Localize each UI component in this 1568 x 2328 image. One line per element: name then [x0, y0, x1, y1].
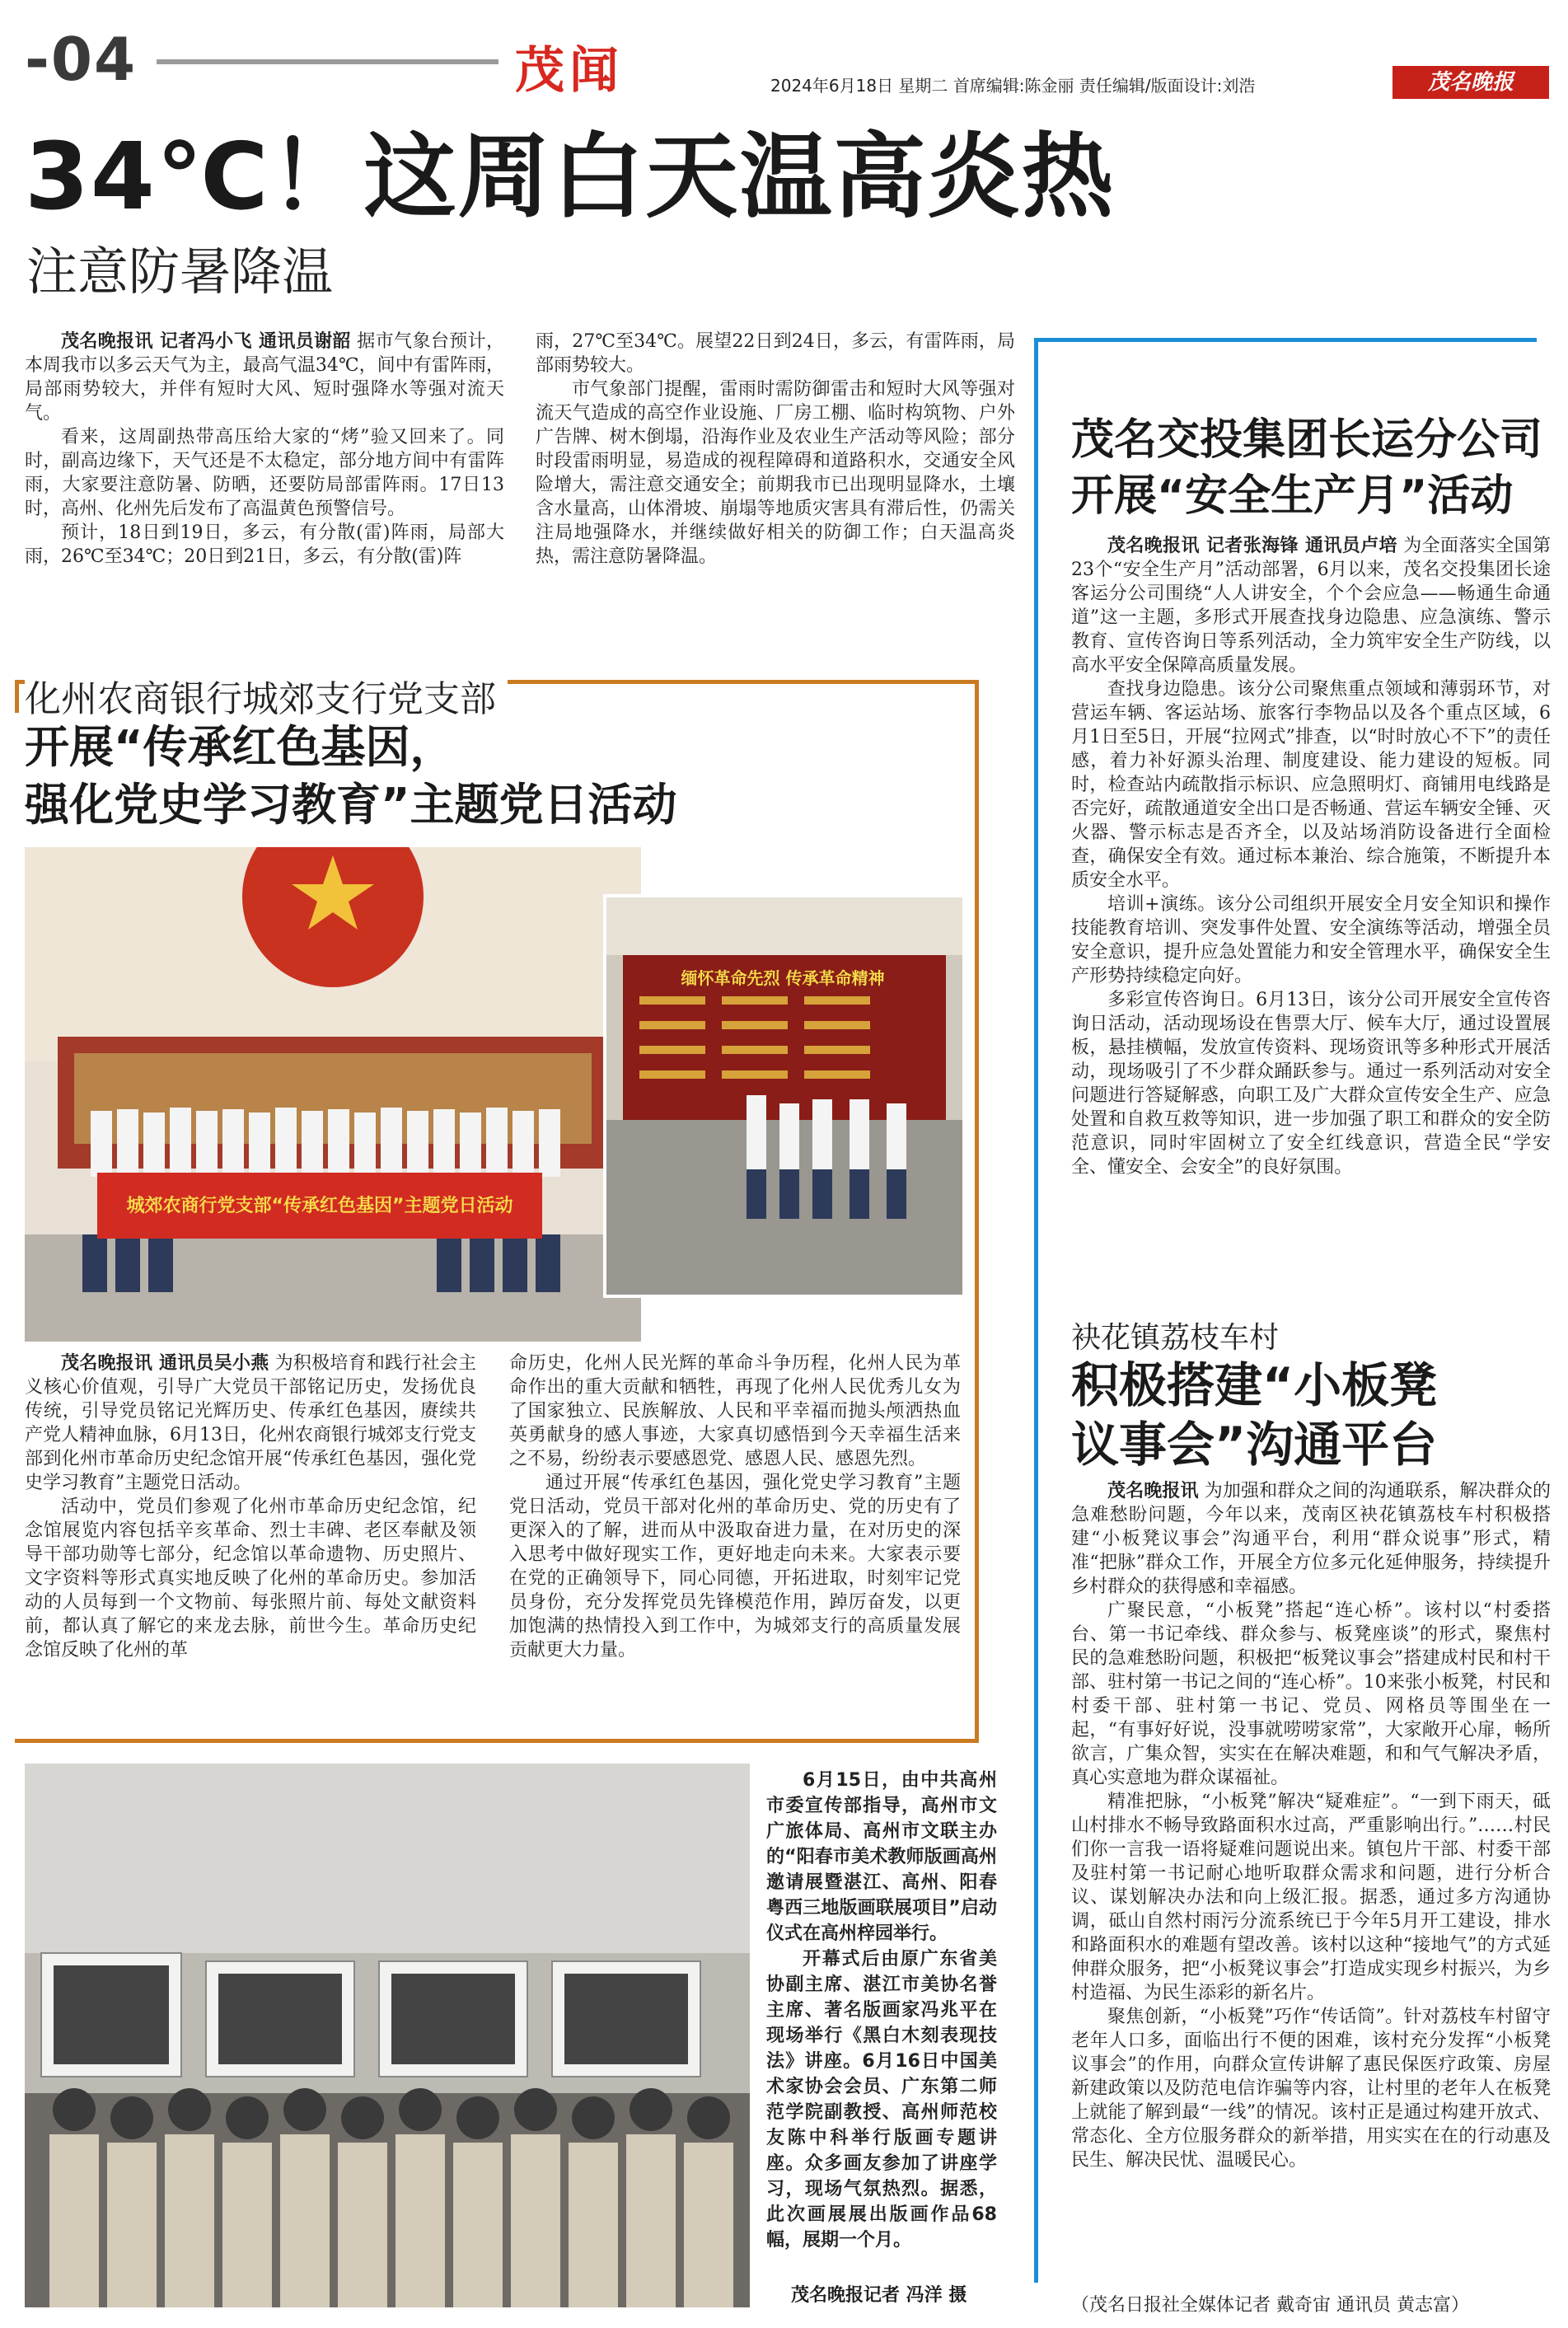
transport-p4: 多彩宣传咨询日。6月13日，该分公司开展安全宣传咨询日活动，活动现场设在售票大厅、候车大厅，通过设置展板，悬挂横幅，发放宣传资料、现场资讯等多种形式开展活动，现场吸引了不少群众踊跃参与。通过一系列活动对安全问题进行答疑解惑，向职工及广大群众宣传安全生产、应急处置和自救互救等知识，进一步加强了职工和群众的安全防范意识，同时牢固树立了安全红线意识，营造全民“学安全、懂安全、会安全”的良好氛围。: [1071, 990, 1551, 1178]
bench-body: [1071, 1479, 1551, 2172]
lead-col-2: [536, 330, 1015, 569]
transport-title-line1: 茂名交投集团长运分公司: [1071, 415, 1543, 465]
right-column-rule: [1034, 338, 1537, 342]
party-museum-photo: [603, 894, 966, 1298]
party-p3: 命历史，化州人民光辉的革命斗争历程，化州人民为革命作出的重大贡献和牺牲，再现了化州人民优秀儿女为了国家独立、民族解放、人民和平幸福而抛头颅洒热血英勇献身的感人事迹，大家真切感悟到今天幸福生活来之不易，纷纷表示要感恩党、感恩人民、感恩先烈。: [509, 1353, 961, 1469]
header-rule: [157, 59, 498, 64]
bench-credit: （茂名日报社全媒体记者 戴奇宙 通讯员 黄志富）: [1071, 2295, 1469, 2316]
transport-p2: 查找身边隐患。该分公司聚焦重点领域和薄弱环节，对营运车辆、客运站场、旅客行李物品以及各个重点区域，6月1日至5日，开展“拉网式”排查，以“时时放心不下”的责任感，着力补好源头治理、制度建设、能力建设的短板。同时，检查站内疏散指示标识、应急照明灯、商铺用电线路是否完好，疏散通道安全出口是否畅通、营运车辆安全锤、灭火器、警示标志是否齐全，以及站场消防设备进行全面检查，确保安全有效。通过标本兼治、综合施策，不断提升本质安全水平。: [1071, 679, 1551, 891]
transport-p1: 茂名晚报讯 记者张海锋 通讯员卢培 为全面落实全国第23个“安全生产月”活动部署，6月以来，茂名交投集团长途客运分公司围绕“人人讲安全，个个会应急——畅通生命通道”这一主题，多形式开展查找身边隐患、应急演练、警示教育、宣传咨询日等系列活动，全力筑牢安全生产防线，以高水平安全保障高质量发展。: [1071, 536, 1551, 676]
lead-p3: 预计，18日到19日，多云，有分散(雷)阵雨，局部大雨，26℃至34℃；20日到21日，多云，有分散(雷)阵: [25, 522, 504, 567]
right-column-rule-vertical: [1034, 338, 1038, 2283]
transport-p3: 培训+演练。该分公司组织开展安全月安全知识和操作技能教育培训、突发事件处置、安全演练等活动，增强全员安全意识，提升应急处置能力和安全管理水平，确保安全生产形势持续稳定向好。: [1071, 894, 1551, 986]
party-banner-text: 城郊农商行党支部“传承红色基因”主题党日活动: [126, 1196, 513, 1216]
party-col-2: [509, 1351, 961, 1662]
party-group-photo: [25, 847, 641, 1342]
party-p2: 活动中，党员们参观了化州市革命历史纪念馆，纪念馆展览内容包括辛亥革命、烈士丰碑、老区奉献及领导干部功勋等七部分，纪念馆以革命遗物、历史照片、文字资料等形式真实地反映了化州的革命历史。参加活动的人员每到一个文物前、每张照片前、每处文献资料前，都认真了解它的来龙去脉，前世今生。革命历史纪念馆反映了化州的革: [25, 1497, 476, 1661]
party-p1: 茂名晚报讯 通讯员吴小燕 为积极培育和践行社会主义核心价值观，引导广大党员干部铭记历史，发扬优良传统，引导党员铭记光辉历史、传承红色基因，赓续共产党人精神血脉，6月13日，化州农商银行城郊支行党支部到化州市革命历史纪念馆开展“传承红色基因，强化党史学习教育”主题党日活动。: [25, 1353, 476, 1493]
museum-sign-text: 缅怀革命先烈 传承革命精神: [681, 968, 885, 988]
party-title-line1: 开展“传承红色基因，: [25, 721, 455, 773]
bench-title: [1071, 1356, 1437, 1474]
lead-p4: 雨，27℃至34℃。展望22日到24日，多云，有雷阵雨，局部雨势较大。: [536, 331, 1015, 376]
party-col-1: [25, 1351, 476, 1662]
lead-p2: 看来，这周副热带高压给大家的“烤”验又回来了。同时，副高边缘下，天气还是不太稳定，部分地方间中有雷阵雨，大家要注意防暑、防晒，还要防局部雷阵雨。17日13时，高州、化州先后发布了高温黄色预警信号。: [25, 427, 504, 519]
party-p4: 通过开展“传承红色基因，强化党史学习教育”主题党日活动，党员干部对化州的革命历史、党的历史有了更深入的了解，进而从中汲取奋进力量，在对历史的深入思考中做好现实工作，更好地走向未来。大家表示要在党的正确领导下，同心同德，开拓进取，时刻牢记党员身份，充分发挥党员先锋模范作用，踔厉奋发，以更加饱满的热情投入到工作中，为城郊支行的高质量发展贡献更大力量。: [509, 1473, 961, 1661]
header-meta: 2024年6月18日 星期二 首席编辑:陈金丽 责任编辑/版面设计:刘浩: [770, 76, 1256, 96]
lead-p1: 茂名晚报讯 记者冯小飞 通讯员谢韶 据市气象台预计，本周我市以多云天气为主，最高气温34℃，间中有雷阵雨，局部雨势较大，并伴有短时大风、短时强降水等强对流天气。: [25, 331, 504, 424]
bench-title-line2: 议事会”沟通平台: [1071, 1417, 1438, 1473]
lead-p5: 市气象部门提醒，雷雨时需防御雷击和短时大风等强对流天气造成的高空作业设施、厂房工棚、临时构筑物、户外广告牌、树木倒塌，沿海作业及农业生产活动等风险；部分时段雷雨明显，易造成的视程障碍和道路积水，交通安全风险增大，需注意交通安全；前期我市已出现明显降水，土壤含水量高，山体滑坡、崩塌等地质灾害具有滞后性，仍需关注局地强降水，并继续做好相关的防御工作；白天温高炎热，需注意防暑降温。: [536, 379, 1015, 567]
party-kicker: 化州农商银行城郊支行党支部: [25, 669, 508, 722]
transport-title-line2: 开展“安全生产月”活动: [1071, 471, 1514, 521]
party-title-line2: 强化党史学习教育”主题党日活动: [25, 779, 677, 831]
bench-p1: 茂名晚报讯 为加强和群众之间的沟通联系，解决群众的急难愁盼问题，今年以来，茂南区袂花镇荔枝车村积极搭建“小板凳议事会”沟通平台，利用“群众说事”形式，精准“把脉”群众工作，开展全方位多元化延伸服务，持续提升乡村群众的获得感和幸福感。: [1071, 1481, 1551, 1597]
lead-subhead: 注意防暑降温: [26, 241, 334, 302]
exhibition-caption: [766, 1768, 997, 2253]
transport-body: [1071, 534, 1551, 1179]
page-number: -04: [25, 25, 138, 94]
exhibition-photo: [25, 1764, 750, 2307]
exhibition-p2: 开幕式后由原广东省美协副主席、湛江市美协名誉主席、著名版画家冯兆平在现场举行《黑白木刻表现技法》讲座。6月16日中国美术家协会会员、广东第二师范学院副教授、高州师范校友陈中科举行版画专题讲座。众多画友参加了讲座学习，现场气氛热烈。据悉，此次画展展出版画作品68幅，展期一个月。: [766, 1949, 997, 2251]
bench-p3: 精准把脉，“小板凳”解决“疑难症”。“一到下雨天，砥山村排水不畅导致路面积水过高，严重影响出行。”……村民们你一言我一语将疑难问题说出来。镇包片干部、村委干部及驻村第一书记耐心地听取群众需求和问题，进行分析合议、谋划解决办法和向上级汇报。据悉，通过多方沟通协调，砥山自然村雨污分流系统已于今年5月开工建设，排水和路面积水的难题有望改善。该村以这种“接地气”的方式延伸群众服务，把“小板凳议事会”打造成实现乡村振兴，为乡村造福、为民生添彩的新名片。: [1071, 1792, 1551, 2003]
exhibition-p1: 6月15日，由中共高州市委宣传部指导，高州市文广旅体局、高州市文联主办的“阳春市美术教师版画高州邀请展暨湛江、高州、阳春粤西三地版画联展项目”启动仪式在高州梓园举行。: [766, 1770, 997, 1944]
lead-headline: 34℃！这周白天温高炎热: [25, 124, 1116, 231]
lead-col-1: [25, 330, 504, 569]
bench-kicker: 袂花镇荔枝车村: [1071, 1321, 1280, 1355]
party-frame-corner: [15, 680, 19, 713]
bench-p2: 广聚民意，“小板凳”搭起“连心桥”。该村以“村委搭台、第一书记牵线、群众参与、板凳座谈”的形式，聚焦村民的急难愁盼问题，积极把“板凳议事会”搭建成村民和村干部、驻村第一书记之间的“连心桥”。10来张小板凳，村民和村委干部、驻村第一书记、党员、网格员等围坐在一起，“有事好好说，没事就唠唠家常”，大家敞开心扉，畅所欲言，广集众智，实实在在解决难题，和和气气解决矛盾，真心实意地为群众谋福祉。: [1071, 1600, 1551, 1788]
party-title: [25, 719, 677, 834]
masthead-logo: 茂名晚报: [1392, 66, 1549, 99]
section-name: 茂闻: [515, 42, 624, 100]
transport-title: [1071, 412, 1542, 524]
bench-p4: 聚焦创新，“小板凳”巧作“传话筒”。针对荔枝车村留守老年人口多，面临出行不便的困难，该村充分发挥“小板凳议事会”的作用，向群众宣传讲解了惠民保医疗政策、房屋新建政策以及防范电信诈骗等内容，让村里的老年人在板凳上就能了解到最“一线”的情况。该村正是通过构建开放式、常态化、全方位服务群众的新举措，用实实在在的行动惠及民生、解决民忧、温暖民心。: [1071, 2007, 1551, 2171]
exhibition-credit: 茂名晚报记者 冯洋 摄: [791, 2285, 967, 2306]
bench-title-line1: 积极搭建“小板凳: [1071, 1357, 1438, 1413]
